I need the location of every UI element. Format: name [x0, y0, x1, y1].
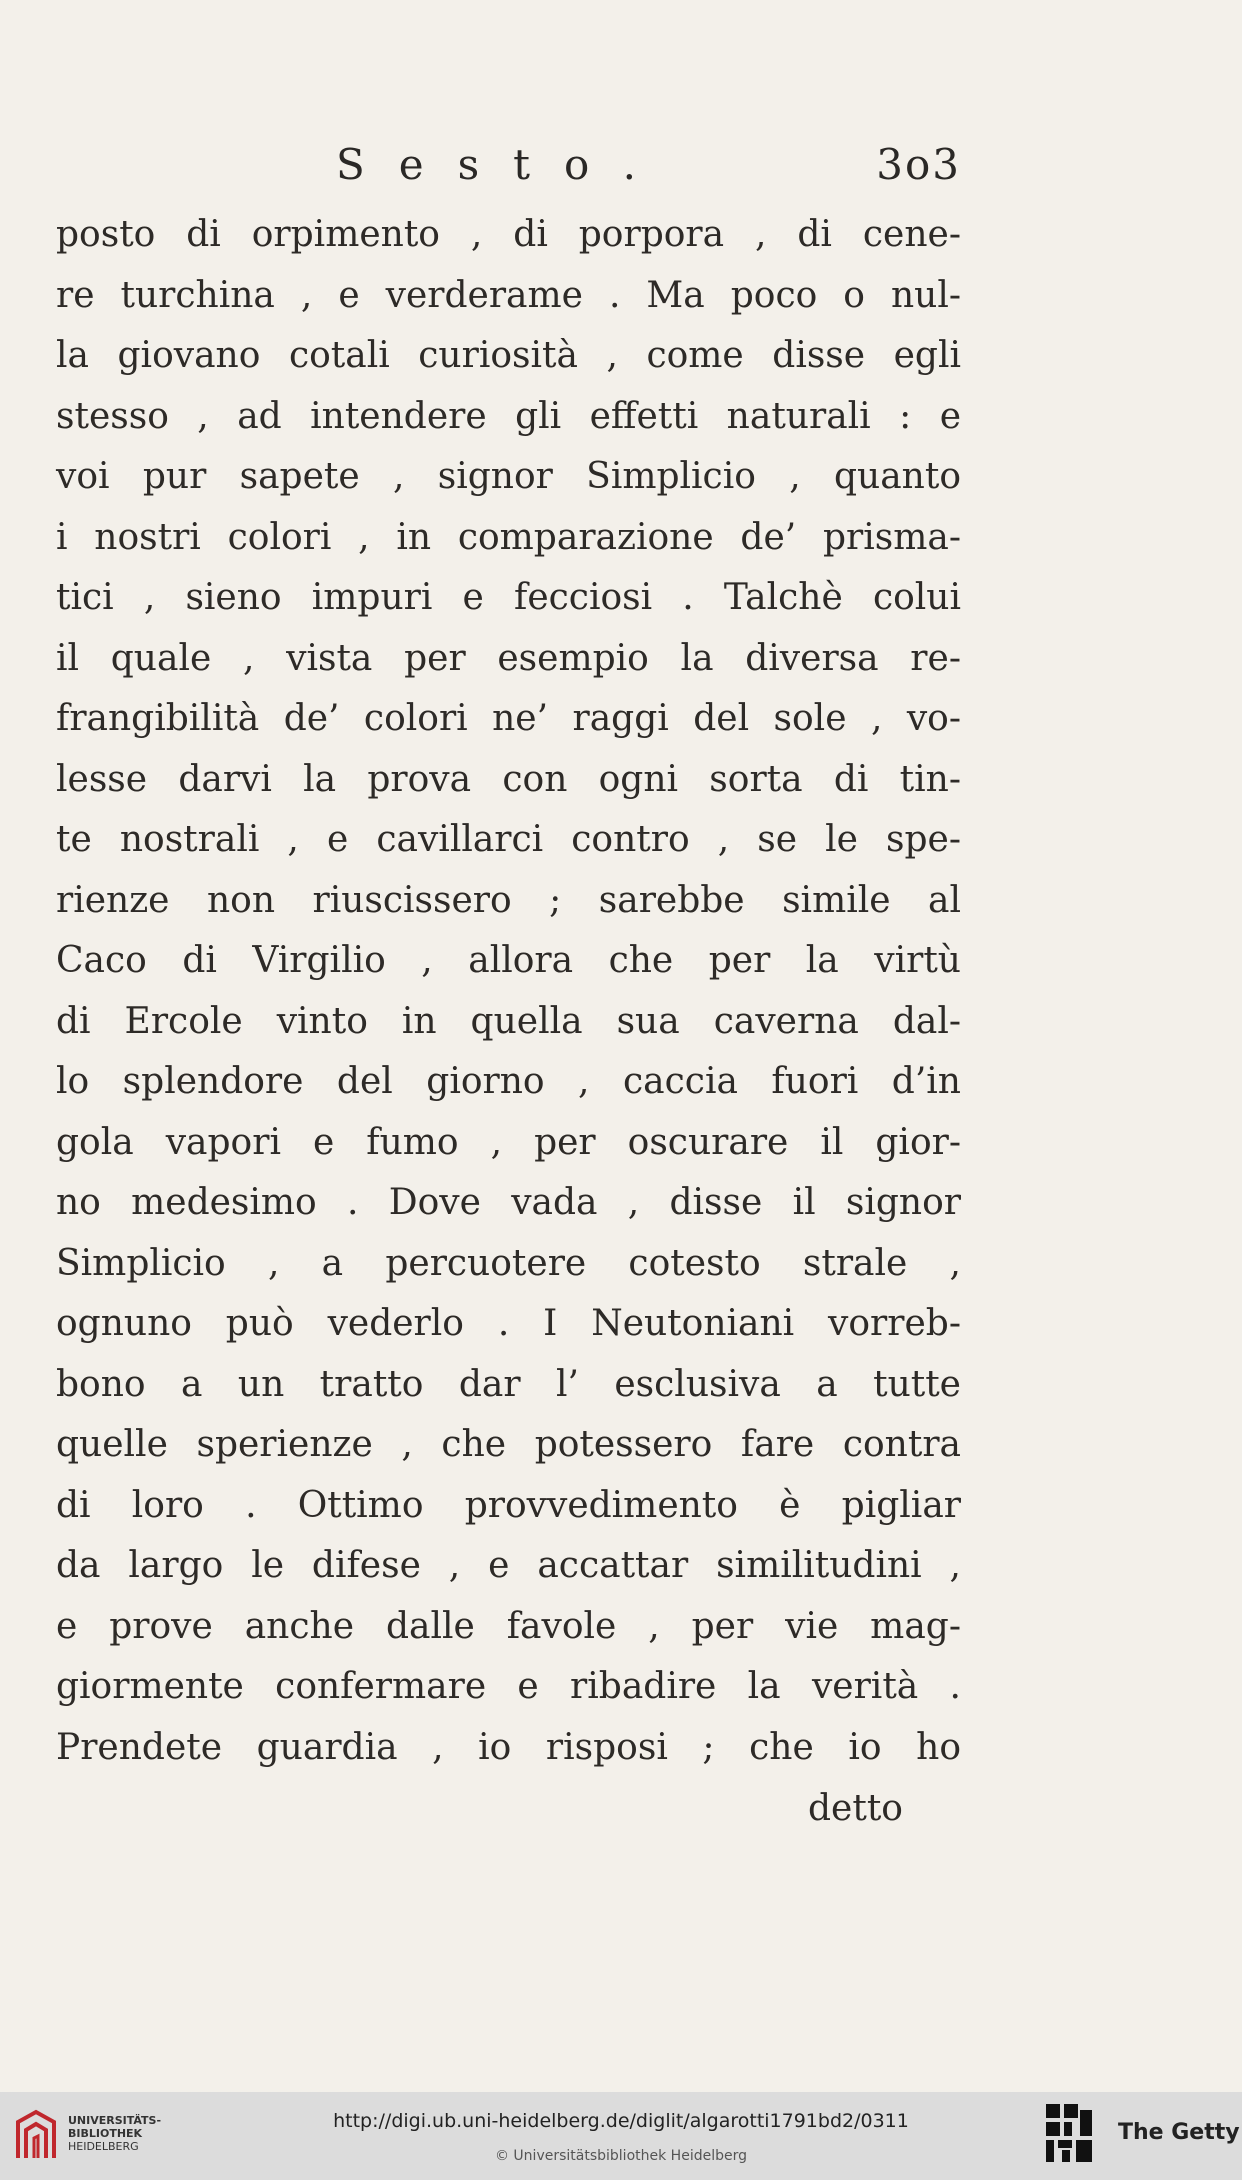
text-line: lesse darvi la prova con ogni sorta di tin-: [56, 758, 961, 800]
page-number: 3o3: [876, 140, 961, 189]
text-line: il quale , vista per esempio la diversa re-: [56, 637, 961, 679]
text-line: no medesimo . Dove vada , disse il signor: [56, 1182, 961, 1223]
text-line: ognuno può vederlo . I Neutoniani vorreb-: [56, 1303, 961, 1344]
text-line: da largo le difese , e accattar similitudini ,: [56, 1545, 961, 1586]
text-line: gola vapori e fumo , per oscurare il gior-: [56, 1121, 961, 1163]
text-line: di loro . Ottimo provvedimento è pigliar: [56, 1484, 961, 1526]
text-line: di Ercole vinto in quella sua caverna dal-: [56, 1000, 961, 1042]
running-title: Sesto.: [336, 140, 670, 189]
text-line: lo splendore del giorno , caccia fuori d’in: [56, 1061, 961, 1102]
text-line: giormente confermare e ribadire la verità .: [56, 1666, 961, 1707]
text-line: rienze non riuscissero ; sarebbe simile al: [56, 879, 961, 921]
text-line: quelle sperienze , che potessero fare contra: [56, 1424, 961, 1465]
text-line: Prendete guardia , io risposi ; che io ho: [56, 1726, 961, 1768]
catchword: detto: [808, 1788, 903, 1829]
text-line: Caco di Virgilio , allora che per la virtù: [56, 940, 961, 981]
body-text: [56, 205, 961, 1778]
text-line: bono a un tratto dar l’ esclusiva a tutte: [56, 1363, 961, 1405]
footer-bar: [0, 2092, 1242, 2180]
text-line: stesso , ad intendere gli effetti naturali : e: [56, 395, 961, 437]
library-name: UNIVERSITÄTS- BIBLIOTHEK HEIDELBERG: [68, 2114, 162, 2153]
text-line: e prove anche dalle favole , per vie mag-: [56, 1605, 961, 1647]
text-line: Simplicio , a percuotere cotesto strale ,: [56, 1242, 961, 1284]
page-header: [56, 140, 961, 198]
text-line: frangibilità de’ colori ne’ raggi del sole , vo-: [56, 698, 961, 739]
text-line: i nostri colori , in comparazione de’ prisma-: [56, 516, 961, 558]
getty-logo-icon[interactable]: [1042, 2102, 1098, 2170]
text-line: te nostrali , e cavillarci contro , se le spe-: [56, 819, 961, 860]
copyright-notice: © Universitätsbibliothek Heidelberg: [494, 2148, 747, 2164]
sponsor-name: The Getty: [1118, 2120, 1240, 2145]
text-line: tici , sieno impuri e fecciosi . Talchè colui: [56, 577, 961, 618]
text-line: voi pur sapete , signor Simplicio , quanto: [56, 456, 961, 497]
text-line: re turchina , e verderame . Ma poco o nul-: [56, 274, 961, 316]
source-url-link[interactable]: http://digi.ub.uni-heidelberg.de/diglit/algarotti1791bd2/0311: [333, 2110, 909, 2132]
text-line: posto di orpimento , di porpora , di cene-: [56, 214, 961, 255]
text-line: la giovano cotali curiosità , come disse egli: [56, 335, 961, 376]
